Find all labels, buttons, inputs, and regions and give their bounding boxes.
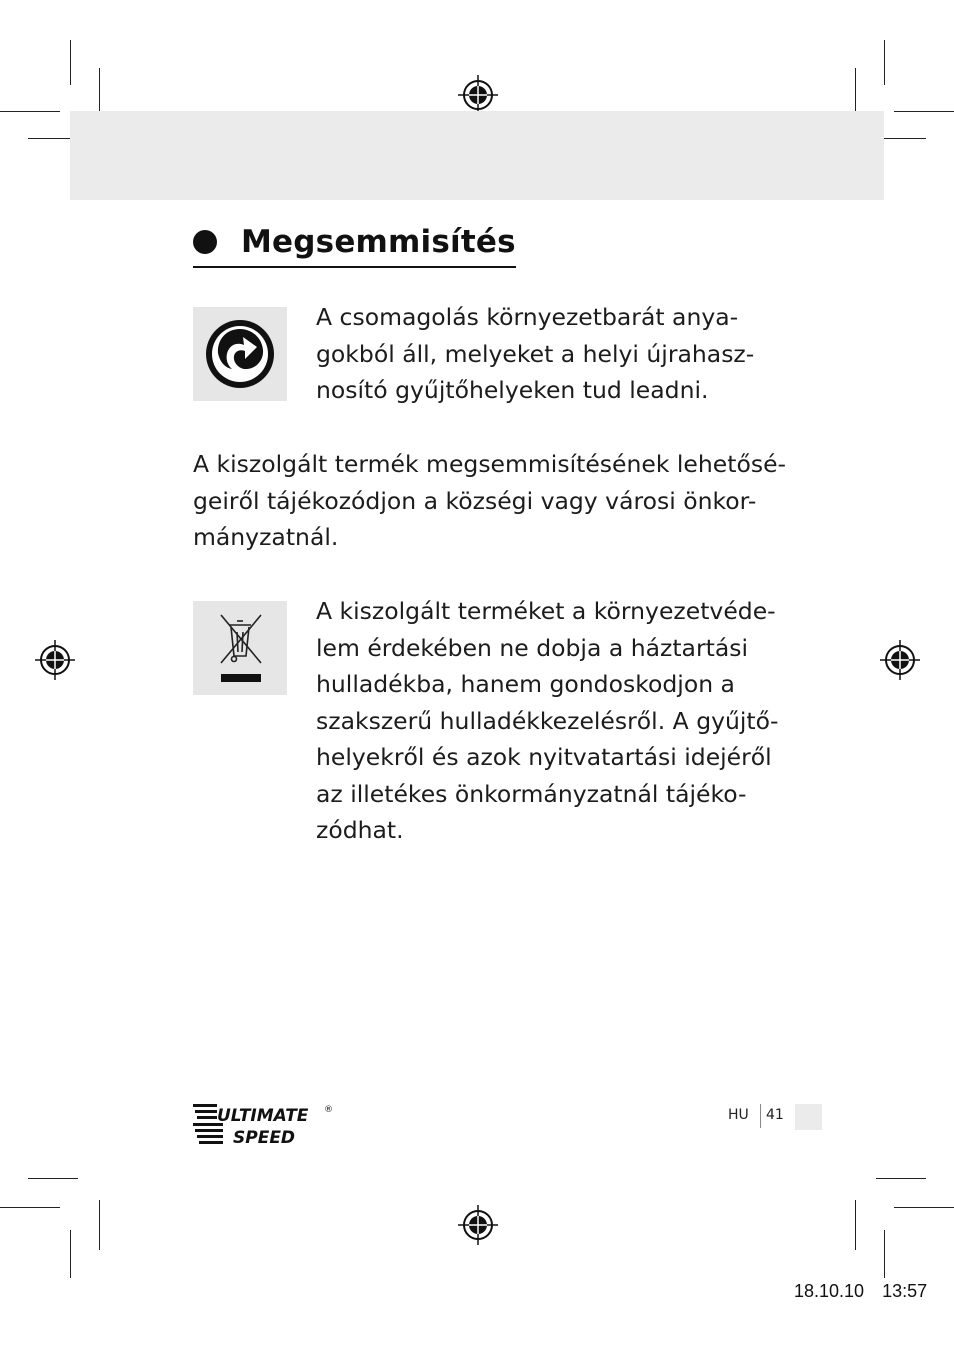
registration-mark-icon — [458, 1205, 498, 1245]
registration-mark-icon — [35, 640, 75, 680]
header-band — [70, 111, 884, 200]
crop-mark — [70, 40, 71, 85]
page-number: 41 — [766, 1107, 784, 1123]
crop-mark — [884, 1230, 885, 1278]
weee-paragraph — [316, 593, 779, 849]
text-line: helyekről és azok nyitvatartási idejéről — [316, 743, 772, 771]
disposal-info-paragraph — [193, 446, 786, 556]
crop-mark — [894, 111, 954, 112]
crop-mark — [0, 1207, 60, 1208]
weee-icon-box — [193, 601, 287, 695]
crop-mark — [70, 1230, 71, 1278]
print-date: 18.10.10 — [794, 1281, 865, 1301]
print-stamp — [794, 1281, 927, 1302]
crop-mark — [855, 68, 856, 116]
text-line: nosító gyűjtőhelyeken tud leadni. — [316, 376, 709, 404]
text-line: mányzatnál. — [193, 523, 339, 551]
crop-mark — [28, 1178, 78, 1179]
crop-mark — [894, 1207, 954, 1208]
text-line: az illetékes önkormányzatnál tájéko- — [316, 779, 747, 808]
registration-mark-icon — [458, 75, 498, 115]
crop-mark — [876, 1178, 926, 1179]
text-line: lem érdekében ne dobja a háztartási — [316, 633, 748, 662]
crop-mark — [855, 1200, 856, 1250]
language-code: HU — [728, 1107, 749, 1123]
crop-mark — [0, 111, 60, 112]
text-line: zódhat. — [316, 816, 404, 844]
ultimate-speed-logo — [193, 1100, 333, 1148]
text-line: geiről tájékozódjon a községi vagy városi önkor- — [193, 486, 757, 515]
text-line: gokból áll, melyeket a helyi újrahasz- — [316, 339, 755, 368]
crop-mark — [99, 1200, 100, 1250]
text-line: A kiszolgált termék megsemmisítésének lehetősé- — [193, 450, 787, 478]
text-line: A kiszolgált terméket a környezetvéde- — [316, 597, 776, 625]
crop-mark — [884, 40, 885, 85]
recycle-green-dot-icon — [193, 307, 287, 401]
bullet-icon — [193, 230, 217, 254]
crossed-out-wheelie-bin-icon — [193, 601, 287, 695]
footer-divider — [760, 1104, 761, 1128]
crop-mark — [99, 68, 100, 116]
packaging-paragraph — [316, 299, 754, 409]
registered-mark: ® — [324, 1105, 333, 1115]
thumb-tab — [795, 1104, 822, 1130]
brand-line1: ULTIMATE — [217, 1106, 309, 1126]
recycle-icon-box — [193, 307, 287, 401]
registration-mark-icon — [880, 640, 920, 680]
brand-line2: SPEED — [233, 1128, 296, 1148]
print-time: 13:57 — [882, 1281, 928, 1301]
section-heading — [193, 218, 516, 268]
text-line: A csomagolás környezetbarát anya- — [316, 303, 739, 331]
page-title: Megsemmisítés — [241, 224, 516, 260]
text-line: hulladékba, hanem gondoskodjon a — [316, 670, 735, 698]
text-line: szakszerű hulladékkezelésről. A gyűjtő- — [316, 706, 779, 735]
